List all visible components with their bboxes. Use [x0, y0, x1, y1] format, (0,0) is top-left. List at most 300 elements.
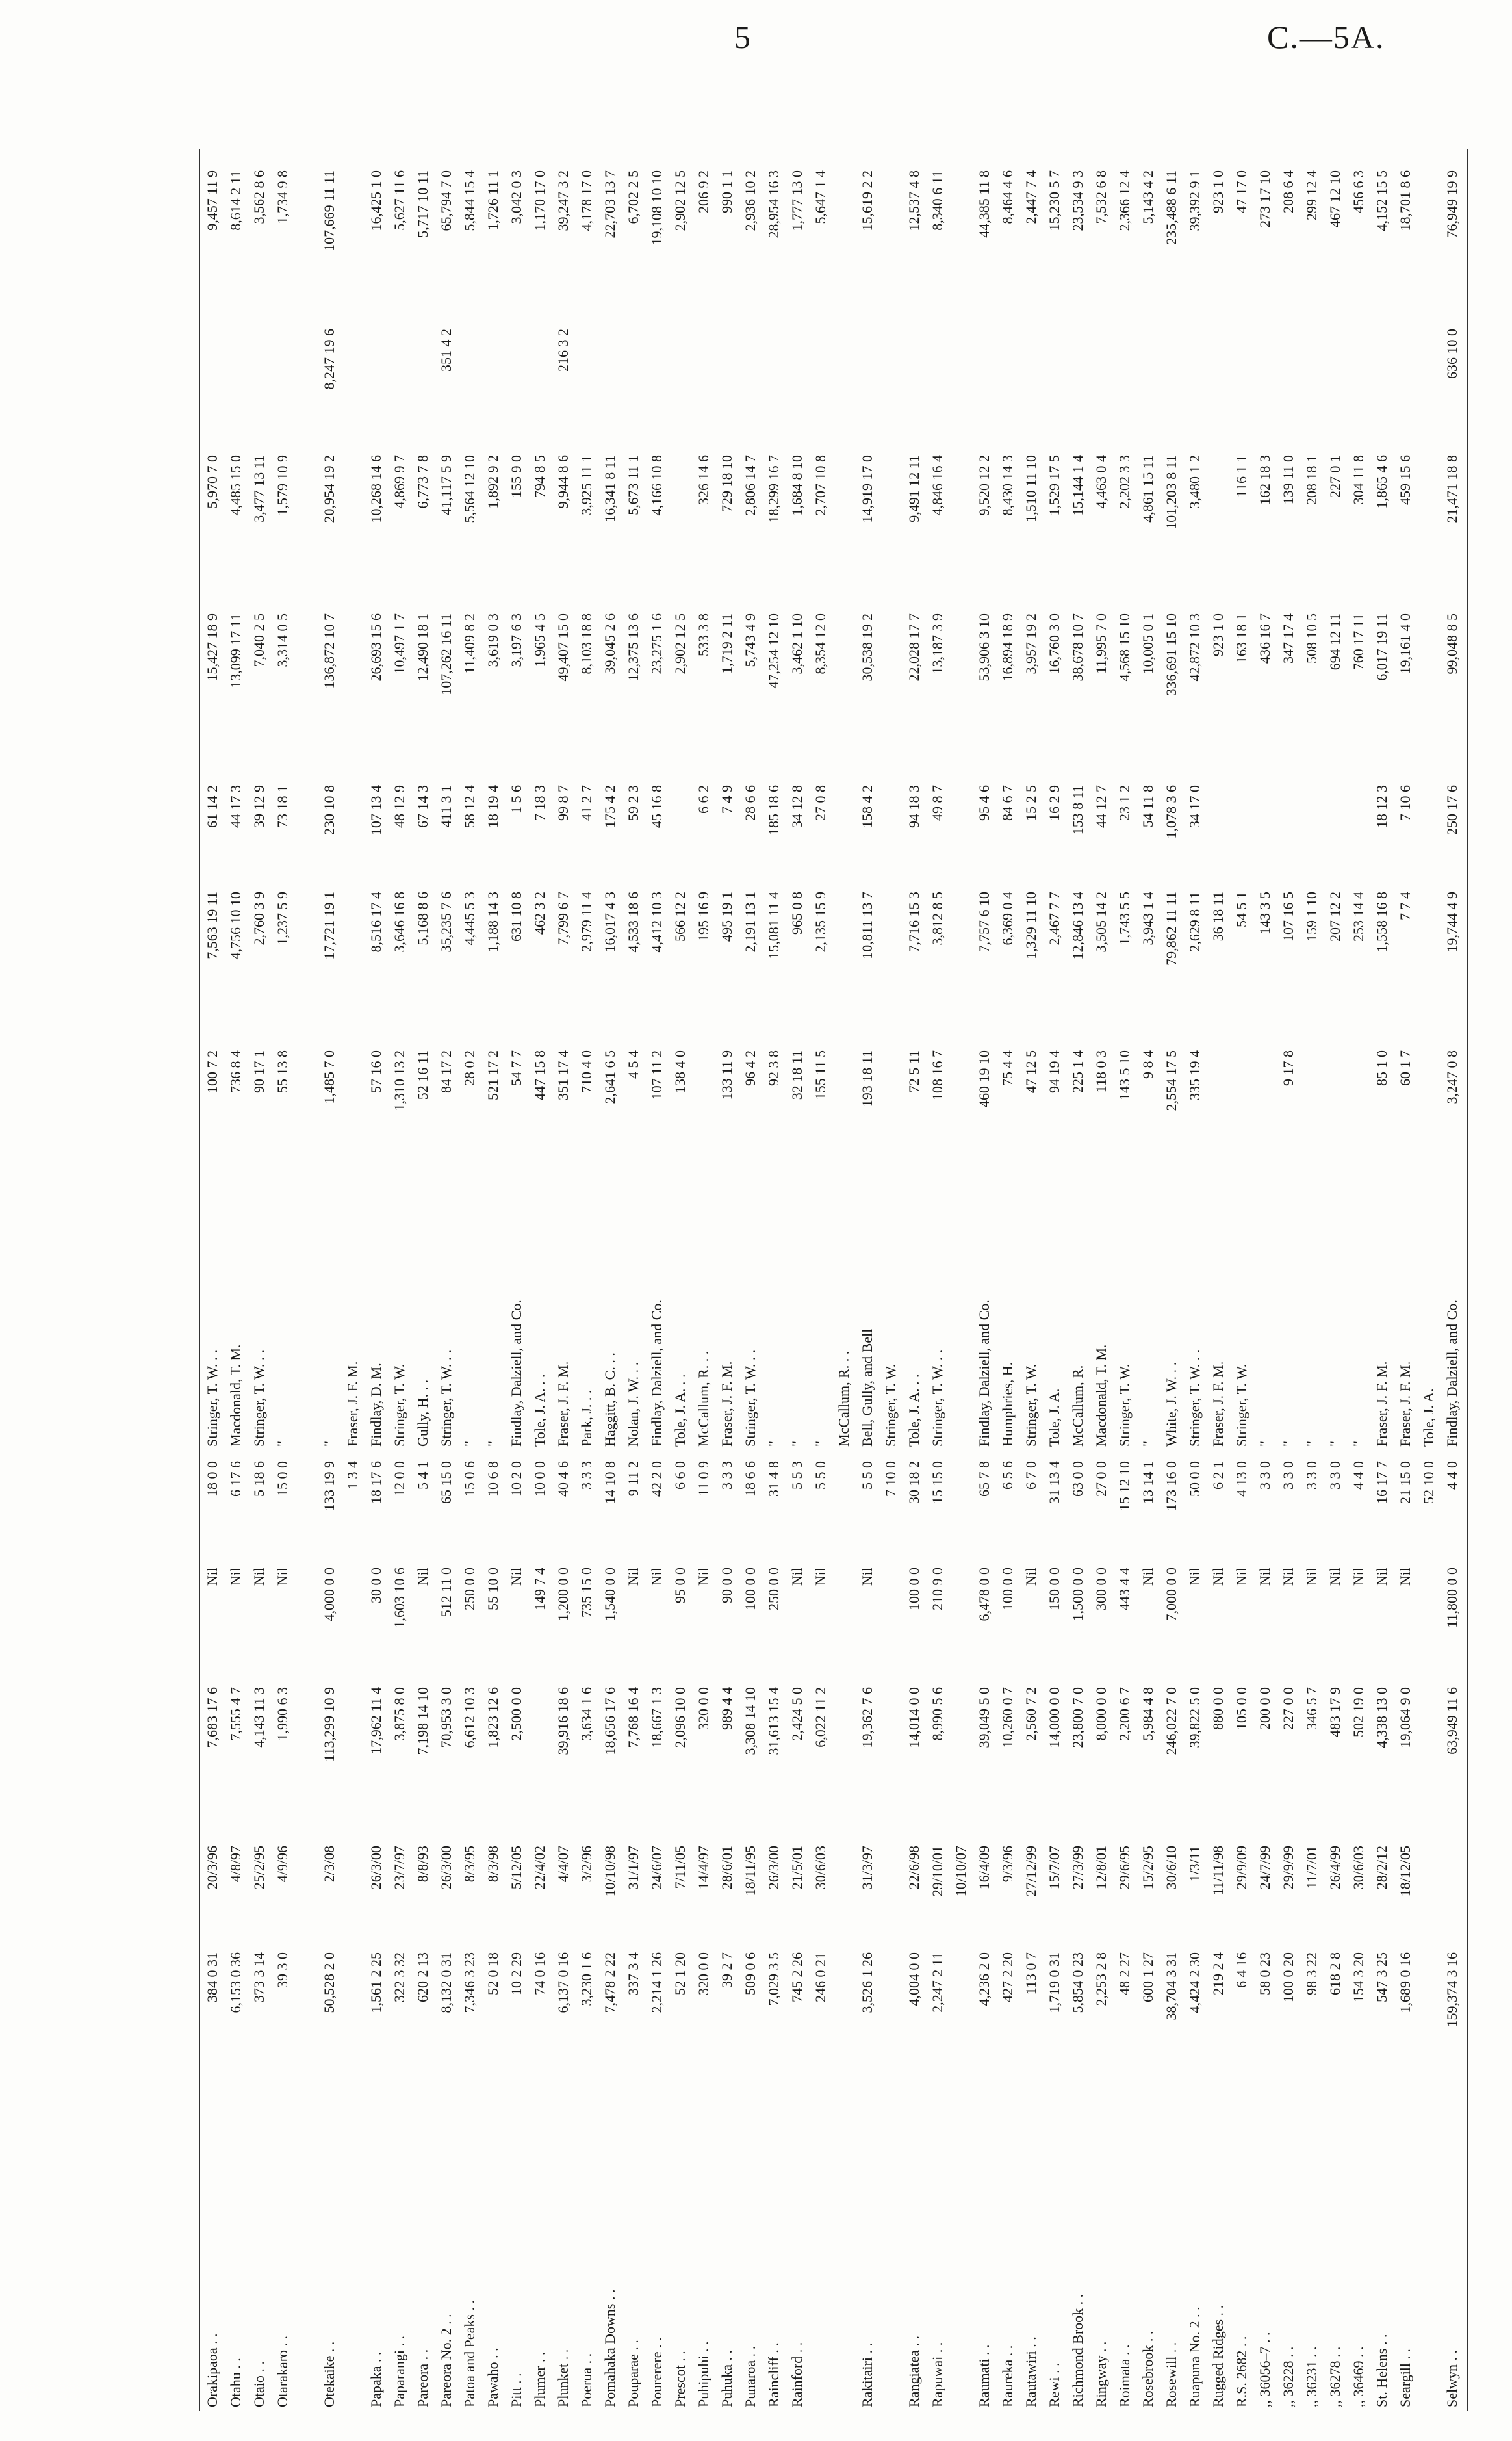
cell-expenses: 15 0 0: [274, 1461, 290, 1497]
cell-total-cost: 8,354 12 0: [812, 613, 828, 675]
cell-balance: 28,954 16 3: [765, 170, 782, 239]
cell-expenses: 4 4 0: [1350, 1461, 1366, 1490]
cell-valuer: Findlay, Dalziell, and Co.: [1444, 1300, 1460, 1447]
cell-total-cost: 5,743 4 9: [742, 613, 758, 667]
cell-receipts: 4,166 10 8: [648, 455, 665, 516]
table-row: [365, 149, 387, 2411]
cell-date-acquired: 21/5/01: [789, 1846, 805, 1890]
cell-roads: 90 17 1: [251, 1050, 267, 1093]
cell-balance: 208 6 4: [1280, 170, 1296, 213]
table-row: [1301, 149, 1323, 2411]
cell-compensation: Nil: [1186, 1568, 1203, 1586]
table-row: [1277, 149, 1300, 2411]
cell-area: 100 0 20: [1280, 1952, 1296, 2002]
cell-estate-name: Rosewill . .: [1163, 2342, 1179, 2407]
table-row: [973, 149, 995, 2411]
cell-sundries: 185 18 6: [765, 785, 782, 835]
cell-date-acquired: 29/9/99: [1280, 1846, 1296, 1890]
cell-roads: 54 7 7: [508, 1050, 524, 1086]
cell-receipts: 208 18 1: [1303, 455, 1320, 505]
table-row: [552, 149, 574, 2411]
cell-roads: 118 0 3: [1093, 1050, 1109, 1093]
cell-total-cost: 13,187 3 9: [929, 613, 945, 675]
cell-interest-rates: 195 16 9: [695, 892, 711, 942]
cell-estate-name: Otarakaro . .: [274, 2336, 290, 2407]
cell-estate-name: Puhipuhi . .: [695, 2341, 711, 2407]
cell-sundries: 34 12 8: [789, 785, 805, 828]
cell-purchase-money: 39,049 5 0: [976, 1687, 992, 1748]
table-row: [389, 149, 411, 2411]
cell-expenses: 31 4 8: [765, 1461, 782, 1497]
cell-roads: 47 12 5: [1023, 1050, 1039, 1093]
cell-roads: 84 17 2: [438, 1050, 454, 1093]
cell-receipts: 16,341 8 11: [602, 455, 618, 523]
cell-purchase-money: 2,096 10 0: [672, 1687, 688, 1748]
cell-estate-name: Seargill . .: [1397, 2348, 1413, 2407]
cell-sundries: 107 13 4: [368, 785, 384, 835]
cell-compensation: 149 7 4: [532, 1568, 548, 1610]
cell-interest-rates: 15,081 11 4: [765, 892, 782, 959]
table-row: [412, 149, 434, 2411]
cell-date-acquired: 18/12/05: [1397, 1846, 1413, 1897]
table-bottom-rule: [1467, 149, 1468, 2411]
cell-sundries: 7 10 6: [1397, 785, 1413, 821]
cell-valuer: Findlay, Dalziell, and Co.: [648, 1300, 665, 1447]
cell-total-cost: 30,538 19 2: [859, 613, 875, 682]
cell-date-acquired: 10/10/07: [953, 1846, 969, 1897]
cell-interest-rates: 7,563 19 11: [204, 892, 220, 959]
cell-area: 745 2 26: [789, 1952, 805, 2002]
cell-interest-rates: 35,235 7 6: [438, 892, 454, 953]
cell-purchase-money: 8,000 0 0: [1093, 1687, 1109, 1741]
cell-estate-name: Otahu . .: [227, 2358, 244, 2407]
cell-sundries: 1 5 6: [508, 785, 524, 814]
table-row: [342, 149, 364, 2411]
cell-valuer: ": [485, 1441, 501, 1447]
cell-balance: 3,042 0 3: [508, 170, 524, 224]
cell-receipts: 3,477 13 11: [251, 455, 267, 523]
cell-interest-rates: 6,369 0 4: [999, 892, 1016, 946]
cell-date-acquired: 25/2/95: [251, 1846, 267, 1890]
cell-purchase-money: 2,200 6 7: [1116, 1687, 1133, 1741]
cell-area: 246 0 21: [812, 1952, 828, 2002]
cell-expenses: 3 3 3: [719, 1461, 735, 1490]
cell-compensation: Nil: [1327, 1568, 1343, 1586]
cell-compensation: Nil: [625, 1568, 641, 1586]
cell-date-acquired: 2/3/08: [321, 1846, 337, 1883]
cell-valuer: ": [1140, 1441, 1156, 1447]
cell-purchase-money: 39,916 18 6: [555, 1687, 571, 1755]
cell-total-cost: 13,099 17 11: [227, 613, 244, 688]
cell-compensation: 30 0 0: [368, 1568, 384, 1603]
cell-area: 10 2 29: [508, 1952, 524, 1995]
table-row: [576, 149, 598, 2411]
table-row: [622, 149, 645, 2411]
cell-total-cost: 38,678 10 7: [1070, 613, 1086, 682]
cell-balance: 1,726 11 1: [485, 170, 501, 231]
table-row: [1324, 149, 1346, 2411]
cell-area: 38,704 3 31: [1163, 1952, 1179, 2021]
cell-expenses: 15 0 6: [461, 1461, 478, 1497]
cell-compensation: 1,540 0 0: [602, 1568, 618, 1621]
cell-purchase-money: 14,000 0 0: [1046, 1687, 1062, 1748]
cell-receipts: 4,869 9 7: [391, 455, 407, 509]
cell-compensation: 7,000 0 0: [1163, 1568, 1179, 1621]
cell-area: 8,132 0 31: [438, 1952, 454, 2013]
cell-interest-rates: 631 10 8: [508, 892, 524, 942]
table-row: [1044, 149, 1066, 2411]
cell-total-cost: 11,409 8 2: [461, 613, 478, 674]
cell-total-cost: 347 17 4: [1280, 613, 1296, 664]
cell-compensation: 250 0 0: [765, 1568, 782, 1610]
cell-valuer: Stringer, T. W.: [1023, 1363, 1039, 1447]
cell-estate-name: Rosebrook . .: [1140, 2331, 1156, 2407]
cell-interest-rates: 3,505 14 2: [1093, 892, 1109, 953]
cell-valuer: Nolan, J. W. . .: [625, 1362, 641, 1447]
cell-estate-name: Raincliff . .: [765, 2342, 782, 2407]
cell-date-acquired: 4/4/07: [555, 1846, 571, 1883]
cell-roads: 28 0 2: [461, 1050, 478, 1086]
cell-valuer: McCallum, R.: [1070, 1365, 1086, 1447]
cell-area: 1,561 2 25: [368, 1952, 384, 2013]
cell-expenses: 133 19 9: [321, 1461, 337, 1511]
cell-total-cost: 16,760 3 0: [1046, 613, 1062, 675]
cell-receipts: 162 18 3: [1257, 455, 1273, 505]
table-row: [997, 149, 1019, 2411]
cell-total-cost: 22,028 17 7: [906, 613, 922, 682]
cell-date-acquired: 18/11/95: [742, 1846, 758, 1896]
cell-interest-rates: 17,721 19 1: [321, 892, 337, 960]
cell-roads: 710 4 0: [578, 1050, 595, 1093]
cell-total-cost: 12,375 13 6: [625, 613, 641, 682]
cell-total-cost: 2,902 12 5: [672, 613, 688, 675]
cell-estate-name: Ruapuna No. 2 . .: [1186, 2306, 1203, 2407]
cell-total-cost: 23,275 1 6: [648, 613, 665, 675]
cell-date-acquired: 1/3/11: [1186, 1846, 1203, 1882]
cell-area: 7,346 3 23: [461, 1952, 478, 2013]
cell-purchase-money: 989 4 4: [719, 1687, 735, 1730]
cell-interest-rates: 36 18 11: [1210, 892, 1226, 942]
cell-expenses: 7 10 0: [882, 1461, 899, 1497]
cell-balance: 39,392 9 1: [1186, 170, 1203, 231]
cell-expenses: 9 11 2: [625, 1461, 641, 1497]
cell-area: 2,247 2 11: [929, 1952, 945, 2013]
cell-expenses: 31 13 4: [1046, 1461, 1062, 1504]
cell-valuer: ": [321, 1441, 337, 1447]
cell-roads: 2,554 17 5: [1163, 1050, 1179, 1111]
table-row: [482, 149, 504, 2411]
cell-interest-rates: 16,017 4 3: [602, 892, 618, 953]
cell-valuer: ": [1280, 1441, 1296, 1447]
cell-roads: 55 13 8: [274, 1050, 290, 1093]
cell-date-acquired: 30/6/03: [812, 1846, 828, 1890]
cell-date-acquired: 26/3/00: [765, 1846, 782, 1890]
cell-expenses: 15 15 0: [929, 1461, 945, 1504]
cell-sundries: 1,078 3 6: [1163, 785, 1179, 839]
cell-date-acquired: 16/4/09: [976, 1846, 992, 1890]
cell-roads: 3,247 0 8: [1444, 1050, 1460, 1104]
cell-compensation: 90 0 0: [719, 1568, 735, 1603]
cell-receipts: 5,673 11 1: [625, 455, 641, 515]
cell-sundries: 34 17 0: [1186, 785, 1203, 828]
cell-area: 39 3 0: [274, 1952, 290, 1988]
cell-sundries: 67 14 3: [415, 785, 431, 828]
cell-compensation: Nil: [1303, 1568, 1320, 1586]
cell-purchase-money: 2,424 5 0: [789, 1687, 805, 1741]
cell-estate-name: Pourerere . .: [648, 2337, 665, 2407]
cell-expenses: 5 18 6: [251, 1461, 267, 1497]
cell-total-cost: 4,568 15 10: [1116, 613, 1133, 682]
cell-compensation: 300 0 0: [1093, 1568, 1109, 1610]
cell-roads: 75 4 4: [999, 1050, 1016, 1086]
cell-date-acquired: 24/6/07: [648, 1846, 665, 1890]
cell-area: 50,528 2 0: [321, 1952, 337, 2013]
table-row: [295, 149, 317, 2411]
cell-roads: 72 5 11: [906, 1050, 922, 1093]
cell-expenses: 3 3 0: [1327, 1461, 1343, 1490]
cell-expenses: 5 5 0: [812, 1461, 828, 1490]
cell-date-acquired: 22/4/02: [532, 1846, 548, 1890]
cell-compensation: 512 11 0: [438, 1568, 454, 1618]
cell-compensation: Nil: [859, 1568, 875, 1586]
table-row: [1371, 149, 1393, 2411]
cell-expenses: 18 0 0: [204, 1461, 220, 1497]
cell-date-acquired: 12/8/01: [1093, 1846, 1109, 1890]
cell-date-acquired: 29/6/95: [1116, 1846, 1133, 1890]
cell-purchase-money: 105 0 0: [1233, 1687, 1249, 1730]
cell-receipts: 304 11 8: [1350, 455, 1366, 505]
cell-receipts: 18,299 16 7: [765, 455, 782, 523]
cell-interest-rates: 2,629 8 11: [1186, 892, 1203, 952]
cell-sundries: 153 8 11: [1070, 785, 1086, 835]
cell-purchase-money: 7,555 4 7: [227, 1687, 244, 1741]
cell-receipts: 2,202 3 3: [1116, 455, 1133, 509]
cell-purchase-money: 31,613 15 4: [765, 1687, 782, 1755]
cell-sundries: 48 12 9: [391, 785, 407, 828]
cell-interest-rates: 159 1 10: [1303, 892, 1320, 942]
cell-roads: 96 4 2: [742, 1050, 758, 1086]
cell-sundries: 49 8 7: [929, 785, 945, 821]
cell-purchase-money: 320 0 0: [695, 1687, 711, 1730]
cell-purchase-money: 10,260 0 7: [999, 1687, 1016, 1748]
cell-estate-name: Pitt . .: [508, 2373, 524, 2407]
cell-roads: 9 17 8: [1280, 1050, 1296, 1086]
cell-roads: 460 19 10: [976, 1050, 992, 1107]
table-row: [880, 149, 902, 2411]
cell-area: 4,424 2 30: [1186, 1952, 1203, 2013]
cell-purchase-money: 1,990 6 3: [274, 1687, 290, 1741]
page-number: 5: [734, 19, 750, 55]
cell-balance: 5,844 15 4: [461, 170, 478, 231]
cell-compensation: 55 10 0: [485, 1568, 501, 1610]
cell-estate-name: ,, 36228 . .: [1280, 2346, 1296, 2407]
cell-balance: 5,717 10 11: [415, 170, 431, 238]
cell-balance: 44,385 11 8: [976, 170, 992, 238]
cell-sundries: 16 2 9: [1046, 785, 1062, 821]
cell-area: 39 2 7: [719, 1952, 735, 1988]
cell-receipts: 326 14 6: [695, 455, 711, 505]
cell-date-acquired: 11/7/01: [1303, 1846, 1320, 1889]
cell-receipts: 9,520 12 2: [976, 455, 992, 516]
cell-area: 509 0 6: [742, 1952, 758, 1995]
cell-date-acquired: 10/10/98: [602, 1846, 618, 1897]
cell-balance: 6,702 2 5: [625, 170, 641, 224]
cell-cancellations: 351 4 2: [438, 329, 454, 372]
cell-receipts: 1,579 10 9: [274, 455, 290, 516]
cell-receipts: 4,846 16 4: [929, 455, 945, 516]
cell-total-cost: 1,965 4 5: [532, 613, 548, 667]
cell-balance: 2,447 7 4: [1023, 170, 1039, 224]
cell-receipts: 116 1 1: [1233, 455, 1249, 498]
cell-area: 373 3 14: [251, 1952, 267, 2002]
cell-expenses: 52 10 0: [1420, 1461, 1437, 1504]
cell-sundries: 27 0 8: [812, 785, 828, 821]
cell-area: 48 2 27: [1116, 1952, 1133, 1995]
table-row: [903, 149, 925, 2411]
cell-estate-name: Rewi . .: [1046, 2362, 1062, 2407]
cell-balance: 3,562 8 6: [251, 170, 267, 224]
cell-estate-name: Ringway . .: [1093, 2341, 1109, 2407]
table-row: [716, 149, 738, 2411]
table-row: [1394, 149, 1416, 2411]
cell-interest-rates: 4,412 10 3: [648, 892, 665, 953]
cell-area: 159,374 3 16: [1444, 1952, 1460, 2028]
cell-total-cost: 99,048 8 5: [1444, 613, 1460, 675]
table-row: [693, 149, 715, 2411]
cell-purchase-money: 17,962 11 4: [368, 1687, 384, 1755]
cell-interest-rates: 10,811 13 7: [859, 892, 875, 959]
cell-purchase-money: 246,022 7 0: [1163, 1687, 1179, 1755]
cell-estate-name: Orakipaoa . .: [204, 2333, 220, 2407]
cell-receipts: 6,773 7 8: [415, 455, 431, 509]
cell-receipts: 2,806 14 7: [742, 455, 758, 516]
cell-valuer: ": [274, 1441, 290, 1447]
cell-estate-name: Raumati . .: [976, 2344, 992, 2407]
cell-expenses: 18 17 6: [368, 1461, 384, 1504]
table-row: [506, 149, 528, 2411]
cell-total-cost: 694 12 11: [1327, 613, 1343, 671]
table-row: [1418, 149, 1440, 2411]
cell-roads: 335 19 4: [1186, 1050, 1203, 1100]
table-row: [1441, 149, 1463, 2411]
cell-purchase-money: 3,875 8 0: [391, 1687, 407, 1741]
cell-date-acquired: 27/12/99: [1023, 1846, 1039, 1897]
cell-compensation: 11,800 0 0: [1444, 1568, 1460, 1628]
cell-roads: 193 18 11: [859, 1050, 875, 1107]
cell-valuer: Fraser, J. F. M.: [1210, 1361, 1226, 1447]
cell-expenses: 21 15 0: [1397, 1461, 1413, 1504]
cell-area: 58 0 23: [1257, 1952, 1273, 1995]
cell-receipts: 729 18 10: [719, 455, 735, 512]
cell-purchase-money: 5,984 4 8: [1140, 1687, 1156, 1741]
cell-date-acquired: 4/9/96: [274, 1846, 290, 1883]
table-row: [763, 149, 785, 2411]
cell-receipts: 3,925 11 1: [578, 455, 595, 515]
cell-purchase-money: 3,634 1 6: [578, 1687, 595, 1741]
cell-date-acquired: 26/4/99: [1327, 1846, 1343, 1890]
cell-purchase-money: 7,683 17 6: [204, 1687, 220, 1748]
cell-receipts: 155 9 0: [508, 455, 524, 498]
cell-balance: 467 12 10: [1327, 170, 1343, 227]
cell-interest-rates: 566 12 2: [672, 892, 688, 942]
cell-balance: 8,340 6 11: [929, 170, 945, 231]
cell-expenses: 6 6 0: [672, 1461, 688, 1490]
cell-sundries: 94 18 3: [906, 785, 922, 828]
cell-expenses: 6 5 6: [999, 1461, 1016, 1490]
cell-balance: 923 1 0: [1210, 170, 1226, 213]
table-row: [201, 149, 224, 2411]
cell-valuer: Tole, J. A. . .: [672, 1374, 688, 1447]
table-row: [1348, 149, 1370, 2411]
cell-interest-rates: 2,191 13 1: [742, 892, 758, 953]
cell-estate-name: R.S. 2682 . .: [1233, 2336, 1249, 2407]
cell-sundries: 59 2 3: [625, 785, 641, 821]
cell-estate-name: Rautawiri . .: [1023, 2336, 1039, 2407]
table-row: [786, 149, 808, 2411]
cell-valuer: Tole, J. A.: [1420, 1388, 1437, 1447]
cell-purchase-money: 18,656 17 6: [602, 1687, 618, 1755]
cell-total-cost: 10,005 0 1: [1140, 613, 1156, 675]
cell-estate-name: Plunket . .: [555, 2349, 571, 2407]
cell-total-cost: 3,197 6 3: [508, 613, 524, 667]
cell-roads: 94 19 4: [1046, 1050, 1062, 1093]
cell-balance: 23,534 9 3: [1070, 170, 1086, 231]
cell-date-acquired: 23/7/97: [391, 1846, 407, 1890]
cell-compensation: 735 15 0: [578, 1568, 595, 1618]
cell-purchase-money: 4,143 11 3: [251, 1687, 267, 1748]
cell-date-acquired: 15/7/07: [1046, 1846, 1062, 1890]
cell-balance: 15,619 2 2: [859, 170, 875, 231]
cell-interest-rates: 3,943 1 4: [1140, 892, 1156, 946]
cell-area: 113 0 7: [1023, 1952, 1039, 1995]
cell-roads: 85 1 0: [1374, 1050, 1390, 1086]
cell-roads: 225 1 4: [1070, 1050, 1086, 1093]
cell-receipts: 9,491 12 11: [906, 455, 922, 523]
cell-balance: 5,627 11 6: [391, 170, 407, 231]
cell-area: 74 0 16: [532, 1952, 548, 1995]
cell-area: 52 1 20: [672, 1952, 688, 1995]
cell-total-cost: 15,427 18 9: [204, 613, 220, 682]
cell-date-acquired: 5/12/05: [508, 1846, 524, 1890]
cell-receipts: 4,485 15 0: [227, 455, 244, 516]
cell-compensation: Nil: [415, 1568, 431, 1586]
cell-purchase-money: 483 17 9: [1327, 1687, 1343, 1737]
table-row: [459, 149, 481, 2411]
cell-sundries: 41 2 7: [578, 785, 595, 821]
cell-purchase-money: 7,198 14 10: [415, 1687, 431, 1755]
table-row: [1254, 149, 1276, 2411]
cell-date-acquired: 11/11/98: [1210, 1846, 1226, 1896]
cell-expenses: 5 5 0: [859, 1461, 875, 1490]
cell-balance: 39,247 3 2: [555, 170, 571, 231]
cell-expenses: 10 6 8: [485, 1461, 501, 1497]
cell-expenses: 42 2 0: [648, 1461, 665, 1497]
cell-interest-rates: 5,168 8 6: [415, 892, 431, 946]
cell-receipts: 10,268 14 6: [368, 455, 384, 523]
cell-receipts: 1,892 9 2: [485, 455, 501, 509]
cell-roads: 4 5 4: [625, 1050, 641, 1079]
cell-expenses: 10 0 0: [532, 1461, 548, 1497]
cell-valuer: Findlay, D. M.: [368, 1363, 384, 1447]
cell-valuer: Gully, H. . .: [415, 1379, 431, 1447]
cell-date-acquired: 28/2/12: [1374, 1846, 1390, 1890]
cell-balance: 1,170 17 0: [532, 170, 548, 231]
cell-purchase-money: 19,362 7 6: [859, 1687, 875, 1748]
cell-compensation: Nil: [1350, 1568, 1366, 1586]
cell-interest-rates: 1,188 14 3: [485, 892, 501, 953]
cell-area: 4,236 2 0: [976, 1952, 992, 2006]
cell-valuer: Stringer, T. W. . .: [929, 1349, 945, 1447]
